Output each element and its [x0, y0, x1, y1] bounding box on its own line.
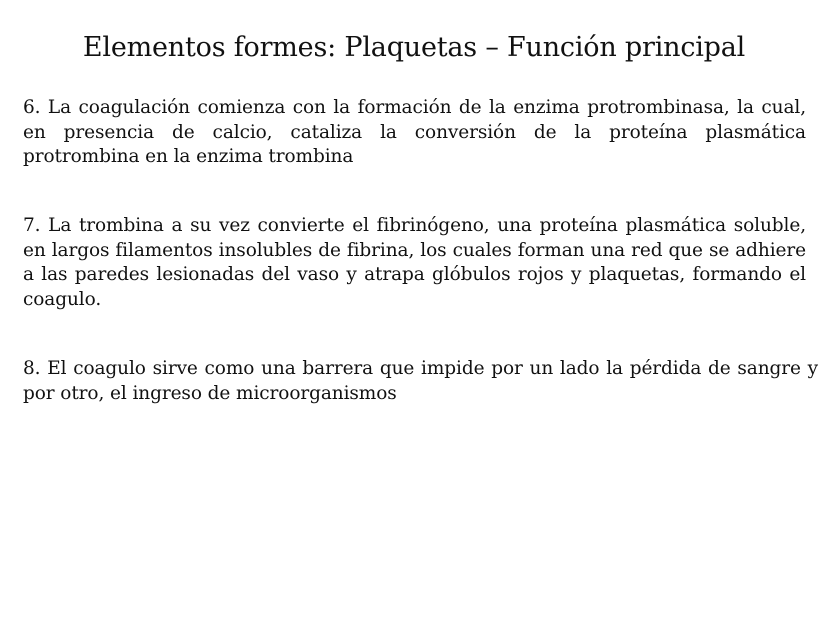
paragraph-7: 7. La trombina a su vez convierte el fibrinógeno, una proteína plasmática soluble, en largos filamentos insolubles de fibrina, los cuales forman una red que se adhiere a las paredes lesionadas del vaso y atrapa glóbulos rojos y plaquetas, formando el coagulo. [23, 215, 806, 310]
paragraph-6: 6. La coagulación comienza con la formación de la enzima protrombinasa, la cual, en presencia de calcio, cataliza la conversión de la proteína plasmática protrombina en la enzima trombina [23, 97, 806, 167]
paragraph-8: 8. El coagulo sirve como una barrera que impide por un lado la pérdida de sangre y por otro, el ingreso de microorganismos [23, 358, 818, 404]
slide-title: Elementos formes: Plaquetas – Función principal [82, 32, 746, 63]
